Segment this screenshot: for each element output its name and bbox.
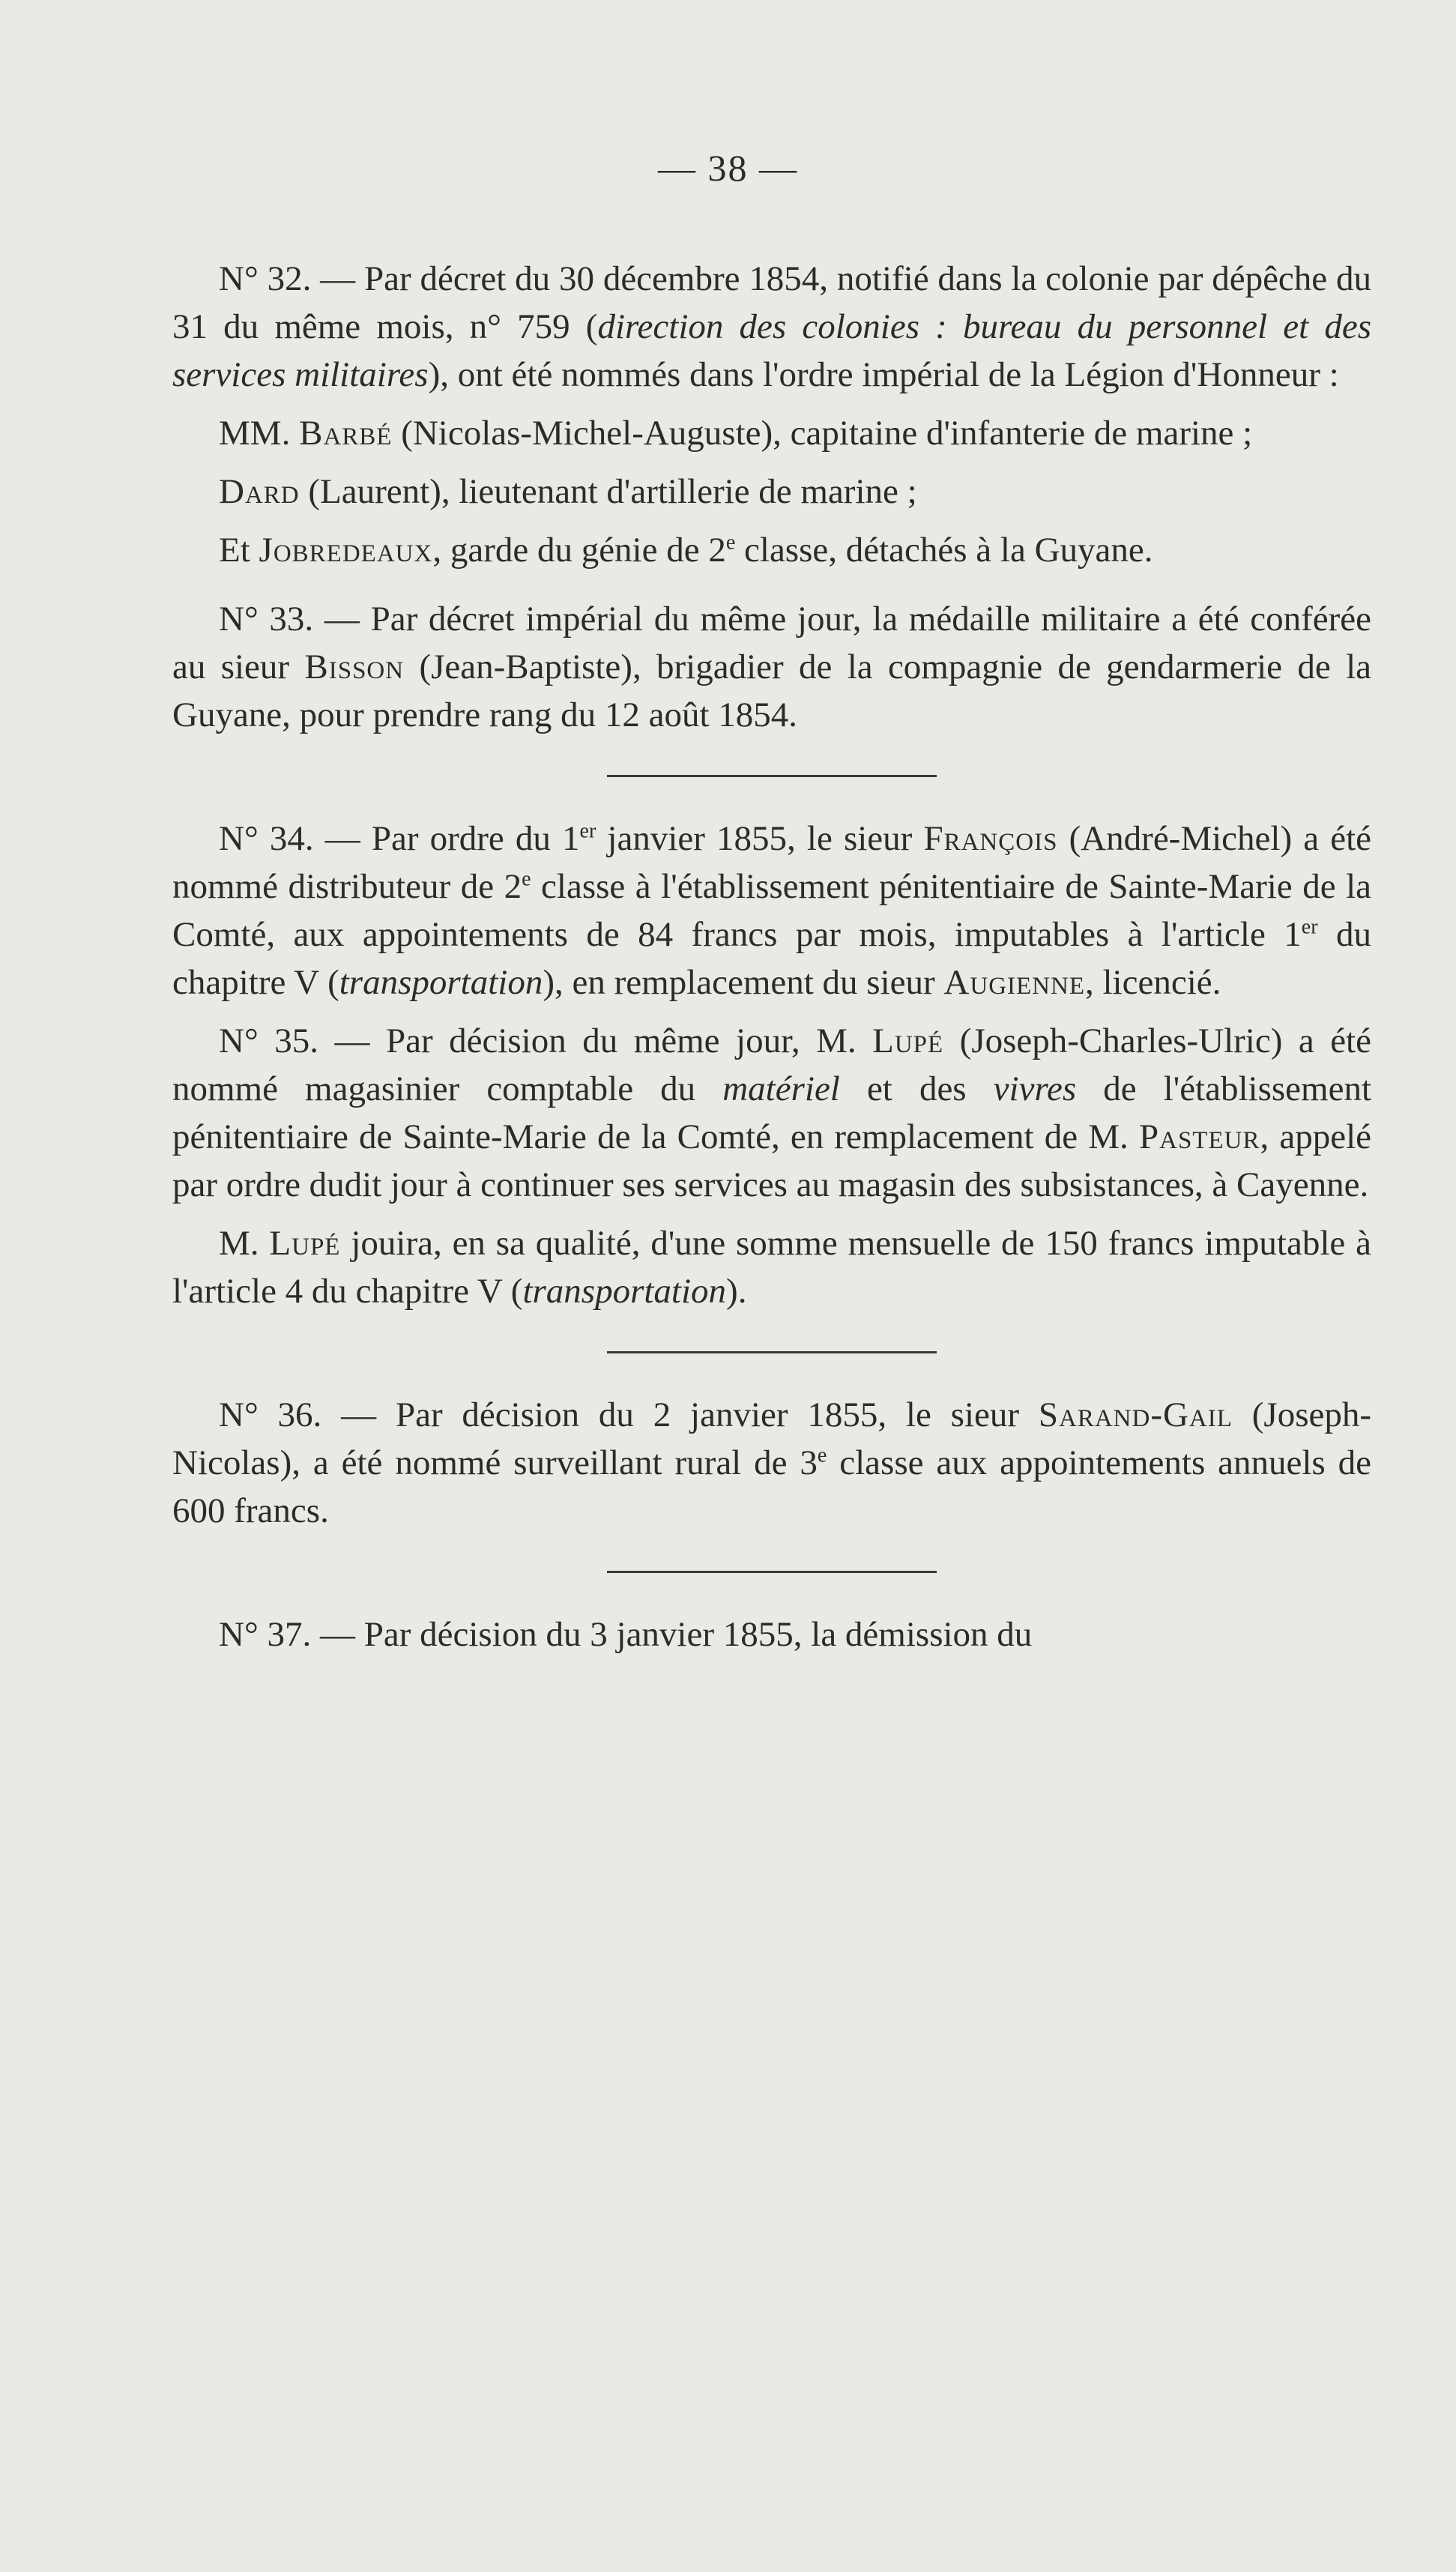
italic-term: vivres: [993, 1069, 1077, 1108]
nominee-detail: (Laurent), lieutenant d'artillerie de marine ;: [299, 472, 917, 511]
entry-33: [172, 595, 1371, 739]
nominee-dard: [172, 468, 1371, 516]
ordinal-sup: e: [522, 867, 531, 891]
section-rule: [607, 775, 937, 777]
nominee-detail-end: classe, détachés à la Guyane.: [735, 531, 1153, 570]
entry-34: [172, 815, 1371, 1006]
text-run: (André-Michel) a été nommé distributeur de 2: [172, 819, 1371, 906]
text-run: de l'établissement pénitentiaire de Sainte-Marie de la Comté, en remplacement de M.: [172, 1069, 1372, 1156]
surname: Dard: [219, 472, 300, 511]
text-run: ), en remplacement du sieur: [543, 963, 944, 1002]
text-run: classe aux appointements annuels de 600 francs.: [172, 1443, 1371, 1530]
ordinal-sup: e: [817, 1443, 827, 1467]
nominee-detail: , garde du génie de 2: [432, 531, 726, 570]
entry-37: [172, 1610, 1371, 1658]
text-run: et des: [839, 1069, 994, 1108]
text-run: du chapitre V (: [172, 915, 1372, 1002]
entry-33-lead: N° 33. — Par décret impérial du même jour, la médaille militaire a été conférée au sieur: [172, 600, 1371, 686]
text-run: ).: [726, 1272, 747, 1311]
ordinal-sup: er: [579, 819, 596, 843]
entry-32-italic: direction des colonies : bureau du personnel et des services militaires: [172, 307, 1371, 394]
text-column: [172, 255, 1371, 1658]
surname: Jobredeaux: [259, 531, 433, 570]
surname: Lupé: [269, 1224, 341, 1263]
text-run: , appelé par ordre dudit jour à continuer ses services au magasin des subsistances, à Cayenne.: [172, 1117, 1371, 1204]
nominee-detail: (Nicolas-Michel-Auguste), capitaine d'infanterie de marine ;: [392, 414, 1253, 453]
text-run: N° 35. — Par décision du même jour, M.: [219, 1021, 873, 1060]
surname: Lupé: [872, 1021, 944, 1060]
surname: Barbé: [299, 414, 393, 453]
italic-term: matériel: [722, 1069, 840, 1108]
entry-35: [172, 1017, 1371, 1209]
italic-term: transportation: [339, 963, 543, 1002]
text-run: (Joseph-Nicolas), a été nommé surveillant rural de 3: [172, 1395, 1371, 1482]
entry-36: [172, 1391, 1371, 1535]
entry-33-rest: (Jean-Baptiste), brigadier de la compagnie de gendarmerie de la Guyane, pour prendre rang du 12 août 1854.: [172, 647, 1371, 734]
text-run: classe à l'établissement pénitentiaire de Sainte-Marie de la Comté, aux appointements de 84 francs par mois, imputables à l'article 1: [172, 867, 1371, 954]
section-rule: [607, 1351, 937, 1353]
surname: Bisson: [304, 647, 405, 686]
text-run: N° 34. — Par ordre du 1: [219, 819, 580, 858]
section-rule: [607, 1571, 937, 1573]
text-run: janvier 1855, le sieur: [596, 819, 924, 858]
italic-term: transportation: [522, 1272, 727, 1311]
text-run: , licencié.: [1085, 963, 1221, 1002]
entry-32: [172, 255, 1371, 399]
ordinal-sup: er: [1301, 915, 1318, 939]
conjunction: Et: [219, 531, 259, 570]
text-run: M.: [219, 1224, 270, 1263]
nominee-jobredeaux: [172, 526, 1371, 574]
text-run: jouira, en sa qualité, d'une somme mensuelle de 150 francs imputable à l'article 4 du chapitre V (: [172, 1224, 1371, 1311]
entry-32-lead: N° 32. — Par décret du 30 décembre 1854, notifié dans la colonie par dépêche du 31 du même mois, n° 759 (: [172, 259, 1371, 346]
entry-35-salary: [172, 1219, 1371, 1315]
surname: François: [923, 819, 1058, 858]
nominee-barbe: [172, 409, 1371, 457]
text-run: (Joseph-Charles-Ulric) a été nommé magasinier comptable du: [172, 1021, 1371, 1108]
page-number: — 38 —: [658, 147, 798, 189]
text-run: N° 37. — Par décision du 3 janvier 1855, la démission du: [219, 1615, 1033, 1654]
ordinal-sup: e: [725, 531, 736, 555]
honorific: MM.: [219, 414, 300, 453]
surname: Augienne: [943, 963, 1085, 1002]
entry-32-tail: ), ont été nommés dans l'ordre impérial de la Légion d'Honneur :: [428, 355, 1339, 394]
surname: Pasteur: [1138, 1117, 1260, 1156]
surname: Sarand-Gail: [1038, 1395, 1233, 1434]
text-run: N° 36. — Par décision du 2 janvier 1855, le sieur: [219, 1395, 1039, 1434]
